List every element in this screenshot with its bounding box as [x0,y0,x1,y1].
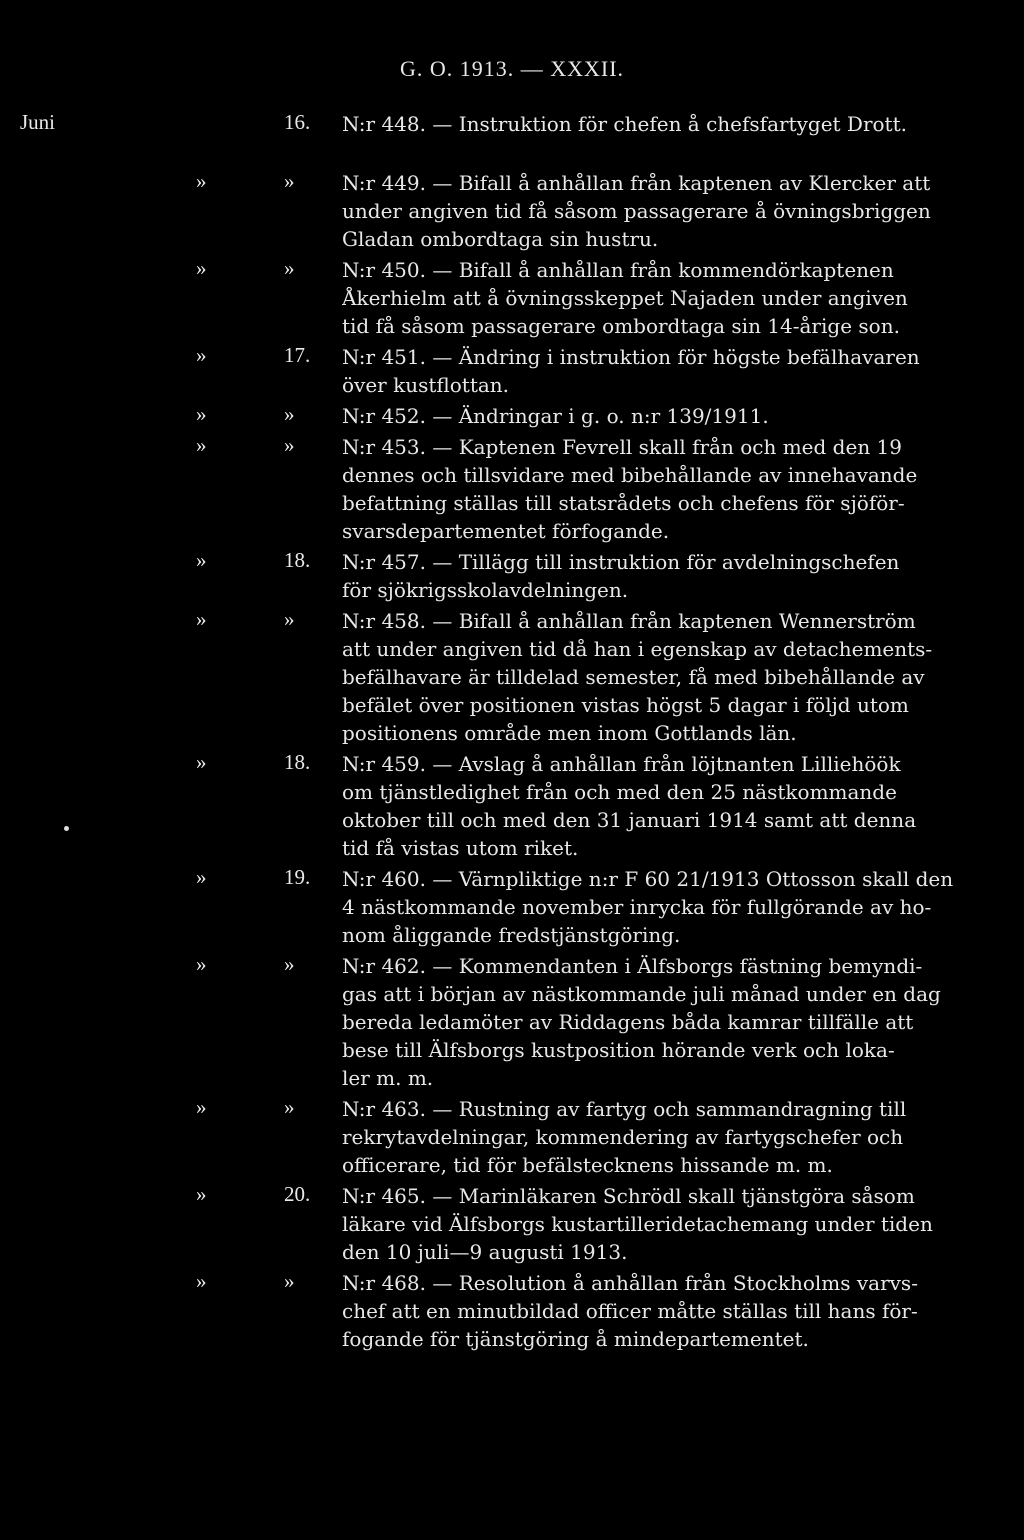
entry-text [342,548,982,604]
entry-day: » [284,256,295,280]
entry-month: » [196,1269,207,1293]
entry-line: rekrytavdelningar, kommendering av fartygschefer och [342,1125,904,1149]
entry-line: Gladan ombordtaga sin hustru. [342,227,659,251]
entry-line: om tjänstledighet från och med den 25 nästkommande [342,780,897,804]
entry-line: N:r 459. — Avslag å anhållan från löjtnanten Lilliehöök [342,752,901,776]
entry-line: N:r 458. — Bifall å anhållan från kaptenen Wennerström [342,609,916,633]
entry-line: N:r 465. — Marinläkaren Schrödl skall tjänstgöra såsom [342,1184,915,1208]
entry-month: » [196,865,207,889]
entry [0,169,1024,253]
entry-text [342,1095,982,1179]
entry-list [0,110,1024,1356]
entry-text [342,169,982,253]
entry-line: gas att i början av nästkommande juli månad under en dag [342,982,941,1006]
entry-text [342,256,982,340]
entry-line: läkare vid Älfsborgs kustartilleridetachemang under tiden [342,1212,933,1236]
entry-text [342,402,982,430]
entry-month: » [196,343,207,367]
entry [0,865,1024,949]
entry [0,402,1024,430]
entry-line: svarsdepartementet förfogande. [342,519,670,543]
entry-line: tid få vistas utom riket. [342,836,579,860]
entry-day: 19. [284,865,311,889]
entry-month: Juni [20,110,56,134]
entry-line: N:r 452. — Ändringar i g. o. n:r 139/1911. [342,404,769,428]
stray-mark [64,826,69,831]
entry-month: » [196,1182,207,1206]
entry-day: » [284,402,295,426]
entry-text [342,607,982,747]
entry-text [342,110,982,166]
entry-day: » [284,1269,295,1293]
entry-text [342,1182,982,1266]
entry-line: ler m. m. [342,1066,434,1090]
entry-line: N:r 457. — Tillägg till instruktion för avdelningschefen [342,550,900,574]
entry [0,343,1024,399]
entry-line: befattning ställas till statsrådets och chefens för sjöför- [342,491,905,515]
entry-day: » [284,169,295,193]
entry-line: N:r 451. — Ändring i instruktion för högste befälhavaren [342,345,920,369]
entry-text [342,865,982,949]
entry [0,110,1024,166]
entry-line: N:r 453. — Kaptenen Fevrell skall från och med den 19 [342,435,902,459]
entry-day: 18. [284,548,311,572]
entry-line: N:r 462. — Kommendanten i Älfsborgs fästning bemyndi- [342,954,923,978]
entry-line: nom åliggande fredstjänstgöring. [342,923,681,947]
entry-line: dennes och tillsvidare med bibehållande av innehavande [342,463,918,487]
entry-day: 20. [284,1182,311,1206]
entry-day: 16. [284,110,311,134]
entry [0,433,1024,545]
page-header: G. O. 1913. — XXXII. [399,56,625,81]
entry-line: positionens område men inom Gottlands län. [342,721,797,745]
entry-line: 4 nästkommande november inrycka för fullgörande av ho- [342,895,932,919]
entry-month: » [196,548,207,572]
entry-month: » [196,607,207,631]
entry-line: fogande för tjänstgöring å mindepartementet. [342,1327,809,1351]
entry-line: officerare, tid för befälstecknens hissande m. m. [342,1153,833,1177]
entry [0,952,1024,1092]
entry-line: N:r 448. — Instruktion för chefen å chefsfartyget Drott. [342,112,907,136]
entry-line: bese till Älfsborgs kustposition hörande verk och loka- [342,1038,895,1062]
entry [0,256,1024,340]
entry-day: 18. [284,750,311,774]
entry-line: N:r 450. — Bifall å anhållan från kommendörkaptenen [342,258,894,282]
entry-line: över kustflottan. [342,373,510,397]
entry-month: » [196,402,207,426]
entry-line: N:r 460. — Värnpliktige n:r F 60 21/1913 Ottosson skall den [342,867,954,891]
entry [0,548,1024,604]
entry-day: » [284,607,295,631]
entry [0,750,1024,862]
entry-month: » [196,256,207,280]
entry-line: N:r 468. — Resolution å anhållan från Stockholms varvs- [342,1271,918,1295]
entry [0,1182,1024,1266]
entry-day: » [284,952,295,976]
entry-text [342,750,982,862]
entry-month: » [196,952,207,976]
entry-line: tid få såsom passagerare ombordtaga sin 14-årige son. [342,314,900,338]
entry-line: befälet över positionen vistas högst 5 dagar i följd utom [342,693,909,717]
entry-line: under angiven tid få såsom passagerare å övningsbriggen [342,199,931,223]
entry-line: oktober till och med den 31 januari 1914 samt att denna [342,808,917,832]
entry-month: » [196,750,207,774]
entry-line: bereda ledamöter av Riddagens båda kamrar tillfälle att [342,1010,914,1034]
entry-line: Åkerhielm att å övningsskeppet Najaden under angiven [342,286,908,310]
entry-line: chef att en minutbildad officer måtte ställas till hans för- [342,1299,918,1323]
entry-day: » [284,1095,295,1119]
entry-line: befälhavare är tilldelad semester, få med bibehållande av [342,665,925,689]
entry-month: » [196,1095,207,1119]
entry-line: N:r 449. — Bifall å anhållan från kaptenen av Klercker att [342,171,931,195]
entry-month: » [196,169,207,193]
entry [0,607,1024,747]
entry-month: » [196,433,207,457]
entry-text [342,433,982,545]
entry-line [342,138,982,166]
entry [0,1269,1024,1353]
entry-text [342,343,982,399]
entry-day: 17. [284,343,311,367]
entry-line: för sjökrigsskolavdelningen. [342,578,629,602]
entry-line: den 10 juli—9 augusti 1913. [342,1240,628,1264]
entry [0,1095,1024,1179]
entry-line: att under angiven tid då han i egenskap av detachements- [342,637,933,661]
entry-text [342,1269,982,1353]
entry-day: » [284,433,295,457]
entry-text [342,952,982,1092]
entry-line: N:r 463. — Rustning av fartyg och sammandragning till [342,1097,907,1121]
